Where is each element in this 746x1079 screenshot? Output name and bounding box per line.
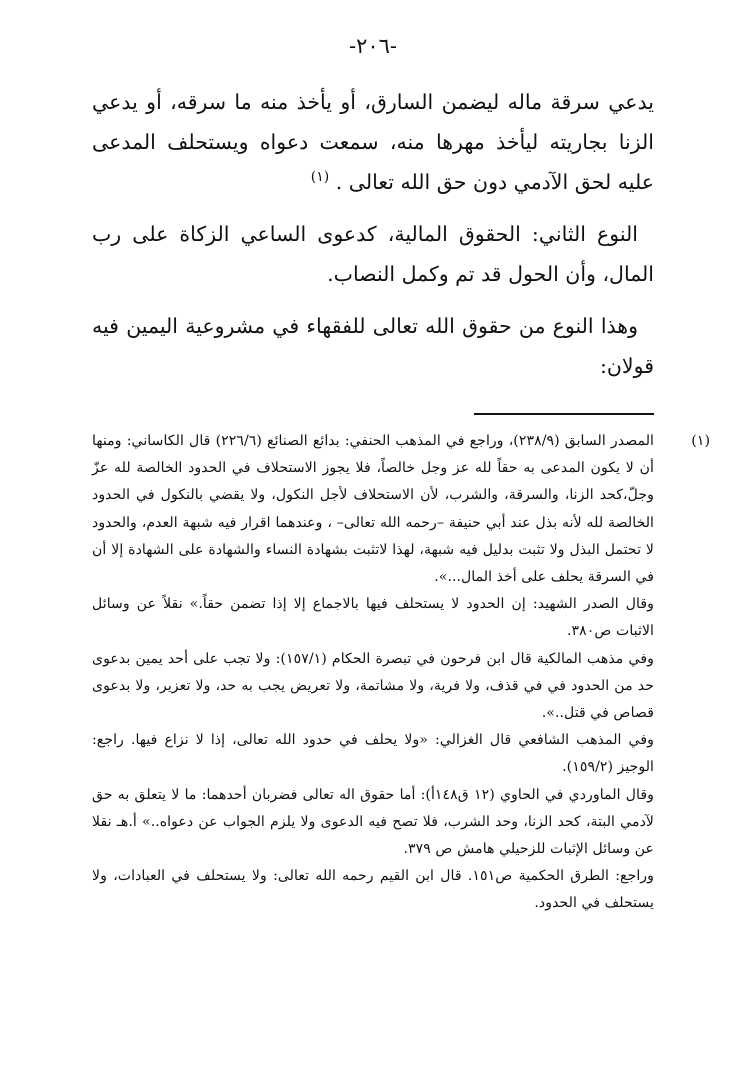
main-paragraph-2: النوع الثاني: الحقوق المالية، كدعوى الساعي الزكاة على رب المال، وأن الحول قد تم وكمل النصاب. (92, 222, 654, 286)
footnote-number: (١) (691, 433, 710, 449)
footnote-separator (474, 413, 654, 415)
footnote-paragraph-5: وقال الماوردي في الحاوي (١٢ ق١٤٨أ): أما حقوق اله تعالى فضربان أحدهما: ما لا يتعلق به حق لآدمي البتة، كحد الزنا، وحد الشرب، فلا تصح فيه الدعوى ولا يلزم الجواب عن دعواه..» أ.هـ نقلا عن وسائل الإثبات للزحيلي هامش ص ٣٧٩. (92, 786, 654, 858)
main-paragraph-1 (92, 82, 654, 202)
footnote-paragraph-3: وفي مذهب المالكية قال ابن فرحون في تبصرة الحكام (١٥٧/١): ولا تجب على أحد يمين بدعوى حد من الحدود في في قذف، ولا فرية، ولا مشاتمة، ولا تعريض يجب به حد، ولا تعزير، ولا بدعوى قصاص في قتل..». (92, 650, 655, 722)
footnote-paragraph-6: وراجع: الطرق الحكمية ص١٥١. قال ابن القيم رحمه الله تعالى: ولا يستحلف في العبادات، ولا يستحلف في الحدود. (92, 868, 654, 912)
footnote-paragraph-4: وفي المذهب الشافعي قال الغزالي: «ولا يحلف في حدود الله تعالى، إذا لا نزاع فيها. راجع: الوجيز (١٥٩/٢). (92, 732, 654, 776)
main-paragraph-3: وهذا النوع من حقوق الله تعالى للفقهاء في مشروعية اليمين فيه قولان: (92, 314, 654, 378)
footnotes (92, 428, 710, 918)
footnote-paragraph-1: المصدر السابق (٢٣٨/٩)، وراجع في المذهب الحنفي: بدائع الصنائع (٢٢٦/٦) قال الكاساني: ومنها أن لا يكون المدعى به حقاً لله عز وجل خالصاً، فلا يجوز الاستحلاف في الحدود الخالصة لله عزّ وجلّ،كحد الزنا، والسرقة، والشرب، لأن الاستحلاف لأجل النكول، ولا يقضي بالنكول في الحدود الخالصة لله لأنه بذل عند أبي حنيفة –رحمه الله تعالى– ، وعندهما اقرار فيه شبهة العدم، والحدود لا تحتمل البذل ولا تثبت بدليل فيه شبهة، لهذا لاتثبت بشهادة النساء والشهادة على الشهادة إلا أن في السرقة يحلف على أخذ المال...». (92, 433, 654, 586)
footnote-marker: (١) (310, 169, 330, 186)
footnote-paragraph-2: وقال الصدر الشهيد: إن الحدود لا يستحلف فيها بالاجماع إلا إذا تضمن حقاً.» نقلاً عن وسائل الاثبات ص٣٨٠. (92, 596, 654, 640)
main-text (92, 82, 654, 398)
main-paragraph-1-text: يدعي سرقة ماله ليضمن السارق، أو يأخذ منه ما سرقه، أو يدعي الزنا بجاريته ليأخذ مهرها منه، سمعت دعواه ويستحلف المدعى عليه لحق الآدمي دون حق الله تعالى . (92, 90, 654, 194)
page-number: -٢٠٦- (348, 34, 398, 58)
